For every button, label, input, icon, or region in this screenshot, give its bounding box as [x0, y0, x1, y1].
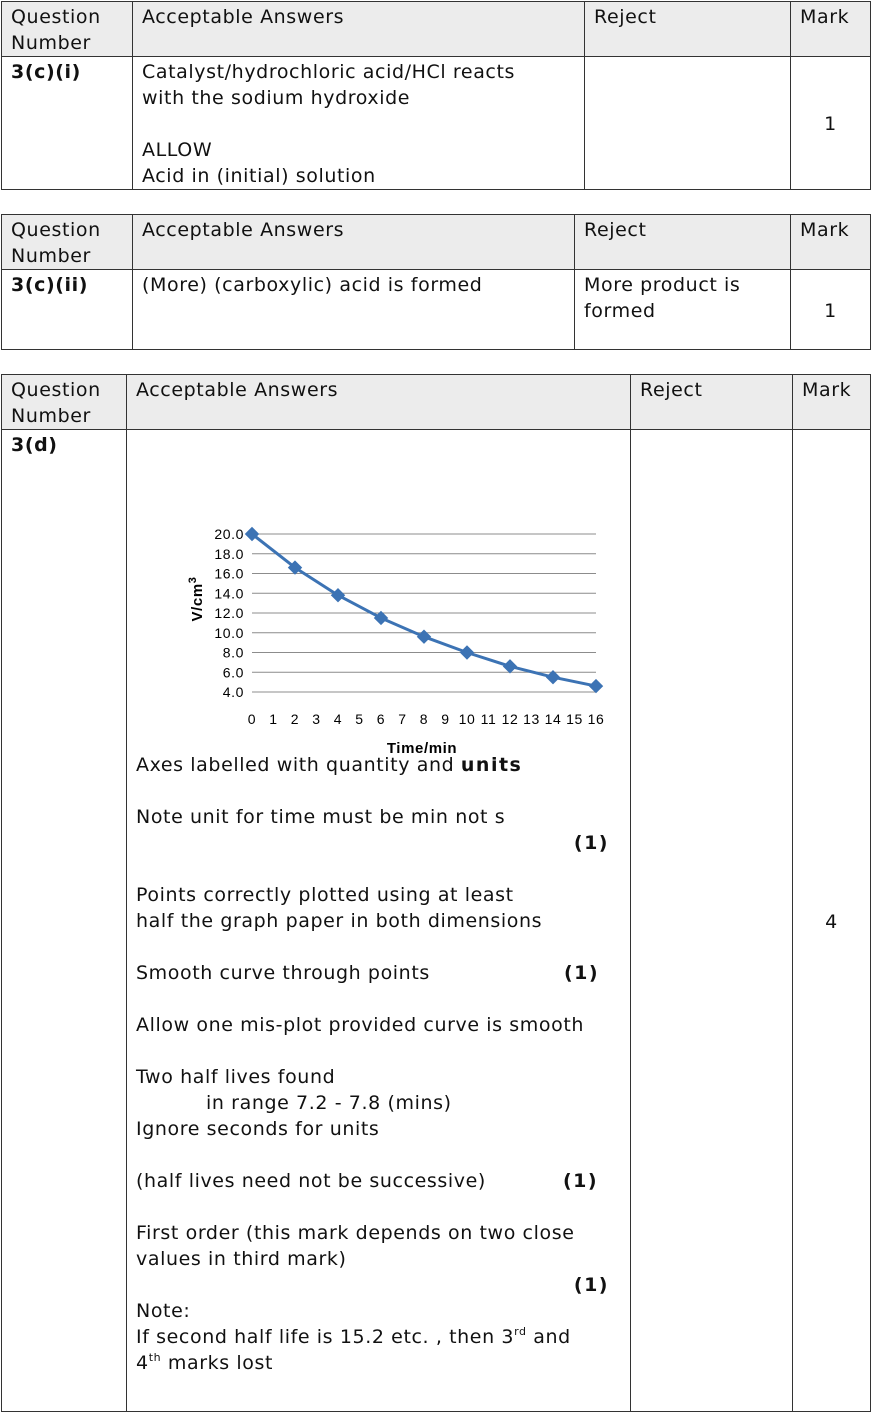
acceptable-answers-cell [133, 57, 585, 190]
y-tick-label: 18.0 [214, 545, 244, 562]
header-reject: Reject [575, 215, 791, 270]
header-reject: Reject [585, 2, 791, 57]
y-tick-label: 12.0 [214, 605, 244, 621]
criterion-half-lives-range: in range 7.2 - 7.8 (mins) [206, 1092, 452, 1114]
question-number: 3(d) [2, 430, 127, 1412]
x-tick-label: 12 [501, 711, 519, 727]
mark-1-axes: (1) [573, 832, 609, 854]
x-tick-label: 16 [587, 711, 605, 727]
x-tick-label: 9 [441, 711, 450, 727]
criterion-axes-units: units [460, 754, 523, 776]
criterion-points: Points correctly plotted using at least half the graph paper in both dimensions [136, 884, 543, 932]
y-tick-label: 4.0 [222, 684, 244, 700]
y-tick-label: 6.0 [222, 664, 244, 681]
x-tick-label: 1 [269, 711, 278, 727]
x-tick-label: 6 [376, 711, 386, 727]
note-fourth-number: 4 [136, 1352, 149, 1374]
criterion-smooth-row [136, 960, 621, 986]
header-mark: Mark [793, 375, 871, 430]
header-question-number: Question Number [2, 2, 133, 57]
x-tick-label: 13 [523, 711, 540, 727]
mark-1-half-lives: (1) [563, 1170, 599, 1192]
header-question-number: Question Number [2, 375, 127, 430]
x-tick-label: 7 [398, 711, 407, 727]
y-tick-label: 10.0 [214, 624, 244, 641]
mark-scheme-table-3d [1, 374, 871, 1412]
volume-time-chart [158, 454, 605, 757]
acceptable-answers-cell [127, 430, 631, 1412]
superscript-th: th [148, 1351, 162, 1364]
criterion-half-lives: Two half lives found [136, 1066, 336, 1088]
criterion-ignore-seconds: Ignore seconds for units [136, 1118, 380, 1140]
mark-1-first-order: (1) [573, 1274, 609, 1296]
criterion-misplot: Allow one mis-plot provided curve is smooth [136, 1014, 585, 1036]
data-point [461, 646, 474, 659]
note-time-unit: Note unit for time must be min not s [136, 806, 506, 828]
reject-text: More product is formed [575, 270, 791, 350]
x-tick-label: 10 [458, 711, 476, 727]
y-axis-label: $V/cm^3$ [187, 576, 206, 622]
data-point [504, 660, 517, 673]
header-mark: Mark [791, 215, 871, 270]
header-acceptable-answers: Acceptable Answers [133, 2, 585, 57]
criterion-first-order: First order (this mark depends on two close values in third mark) [136, 1222, 575, 1270]
criterion-successive: (half lives need not be successive) [136, 1170, 486, 1192]
x-tick-label: 15 [566, 711, 583, 727]
mark-cell: 1 [791, 57, 871, 190]
x-tick-label: 0 [247, 711, 257, 727]
mark-cell: 1 [791, 270, 871, 350]
x-tick-label: 3 [312, 711, 321, 727]
mark-scheme-table-3cii [1, 214, 871, 350]
question-number: 3(c)(ii) [2, 270, 133, 350]
header-acceptable-answers: Acceptable Answers [127, 375, 631, 430]
mark-scheme-table-3ci [1, 1, 871, 190]
x-tick-label: 8 [419, 711, 429, 727]
y-tick-label: 8.0 [222, 644, 244, 661]
criterion-successive-row [136, 1168, 621, 1194]
data-point [418, 630, 431, 643]
question-number: 3(c)(i) [2, 57, 133, 190]
header-mark: Mark [791, 2, 871, 57]
header-reject: Reject [631, 375, 793, 430]
note-second-half-life [136, 1324, 621, 1350]
answer-text: (More) (carboxylic) acid is formed [133, 270, 575, 350]
series-line [252, 534, 596, 686]
note-marks-lost-text: marks lost [161, 1352, 273, 1374]
note-second-text: If second half life is 15.2 etc. , then 3 [136, 1326, 515, 1348]
reject-cell [631, 430, 793, 1412]
y-tick-label: 20.0 [214, 526, 244, 542]
note-label: Note: [136, 1300, 191, 1322]
allow-text: ALLOW Acid in (initial) solution [142, 139, 376, 187]
y-tick-label: 14.0 [214, 585, 244, 602]
x-tick-label: 5 [355, 711, 364, 727]
mark-cell: 4 [793, 430, 871, 1412]
superscript-rd: rd [514, 1325, 527, 1338]
x-tick-label: 11 [480, 711, 497, 727]
reject-cell [585, 57, 791, 190]
answer-text: Catalyst/hydrochloric acid/HCl reacts with the sodium hydroxide [142, 61, 516, 109]
x-tick-label: 4 [333, 711, 343, 727]
chart-container [136, 432, 621, 757]
x-axis-label: Time/min [386, 740, 458, 757]
criterion-smooth: Smooth curve through points [136, 962, 430, 984]
note-marks-lost [136, 1350, 621, 1376]
y-tick-label: 16.0 [214, 565, 244, 582]
header-acceptable-answers: Acceptable Answers [133, 215, 575, 270]
criterion-axes [136, 752, 621, 778]
y-axis-label-superscript: 3 [187, 576, 199, 584]
x-tick-label: 14 [544, 711, 562, 727]
x-tick-label: 2 [290, 711, 300, 727]
mark-1-smooth: (1) [564, 962, 600, 984]
criterion-axes-text: Axes labelled with quantity and [136, 754, 461, 776]
header-question-number: Question Number [2, 215, 133, 270]
data-point [590, 680, 603, 693]
note-and-text: and [526, 1326, 571, 1348]
